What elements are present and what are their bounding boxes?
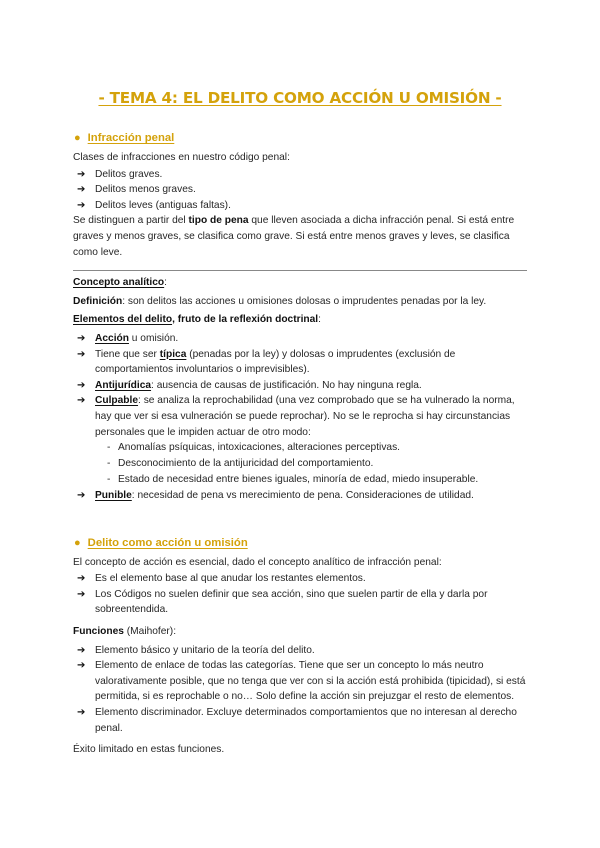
arrow-icon: ➔	[77, 348, 86, 360]
concepto-analitico: Concepto analítico:	[73, 277, 167, 289]
page-title: - TEMA 4: EL DELITO COMO ACCIÓN U OMISIÓN -	[98, 89, 502, 107]
list	[73, 643, 527, 737]
list-item: ➔ Elemento de enlace de todas las categorías. Tiene que ser un concepto lo más neutro valorativamente posible, que no tenga que ver con si la acción está prohibida (tipicidad), si está permitida, si es reprochable o no… Solo define la acción sin prejuzgar el resto de elementos.	[77, 660, 526, 703]
list-item: ➔ Antijurídica: ausencia de causas de justificación. No hay ninguna regla.	[73, 378, 527, 394]
funciones-heading: Funciones (Maihofer):	[73, 626, 177, 638]
list-item: ➔ Elemento básico y unitario de la teoría del delito.	[73, 643, 527, 659]
arrow-icon: ➔	[77, 379, 86, 391]
paragraph: Clases de infracciones en nuestro código penal:	[73, 152, 290, 163]
paragraph: Éxito limitado en estas funciones.	[73, 744, 225, 756]
list-item: ➔ Delitos leves (antiguas faltas).	[73, 198, 527, 214]
sub-list	[73, 440, 527, 488]
arrow-icon: ➔	[77, 588, 86, 600]
sub-list-item: - Estado de necesidad entre bienes iguales, minoría de edad, miedo insuperable.	[107, 474, 479, 486]
sub-list-item: - Anomalías psíquicas, intoxicaciones, alteraciones perceptivas.	[107, 442, 401, 454]
list-item: ➔ Acción u omisión.	[73, 331, 527, 347]
arrow-icon: ➔	[77, 168, 86, 180]
section-heading-delito-accion: ● Delito como acción u omisión	[74, 536, 248, 549]
arrow-icon: ➔	[77, 332, 86, 344]
arrow-icon: ➔	[77, 395, 86, 407]
bullet-icon: ●	[74, 536, 81, 549]
list-item: ➔ Delitos menos graves.	[73, 182, 527, 198]
arrow-icon: ➔	[77, 490, 86, 502]
arrow-icon: ➔	[77, 199, 86, 211]
arrow-icon: ➔	[77, 644, 86, 656]
section-heading-infraccion: ● Infracción penal	[74, 132, 175, 144]
arrow-icon: ➔	[77, 573, 86, 585]
elementos-heading: Elementos del delito, fruto de la reflexión doctrinal:	[73, 314, 321, 326]
paragraph: El concepto de acción es esencial, dado el concepto analítico de infracción penal:	[73, 556, 442, 568]
list-item: ➔ Tiene que ser típica (penadas por la ley) y dolosas o imprudentes (exclusión de comportamientos involuntarios o imprevisibles).	[77, 348, 456, 376]
arrow-icon: ➔	[77, 184, 86, 196]
list-item: ➔ Los Códigos no suelen definir que sea acción, sino que suelen partir de ella y darla por sobreentendida.	[77, 588, 488, 616]
list-item: ➔ Culpable: se analiza la reprochabilidad (una vez comprobado que se ha vulnerado la norma, hay que ver si esa vulneración se puede reprochar). No se le reprocha si hay circunstancias personales que le impiden actuar de otro modo: - Anomalías psíquicas, intoxicaciones, alteraciones perceptivas. - Desconocimiento de la antijuricidad del comportamiento. - Estado de necesidad entre bienes iguales, minoría de edad, miedo insuperable.	[73, 393, 527, 488]
definicion: Definición: son delitos las acciones u omisiones dolosas o imprudentes penadas por la ley.	[73, 295, 487, 307]
list-item: ➔ Elemento discriminador. Excluye determinados comportamientos que no interesan al derecho penal.	[77, 707, 517, 734]
list-item: ➔ Es el elemento base al que anudar los restantes elementos.	[73, 571, 527, 587]
paragraph: Se distinguen a partir del tipo de pena que lleven asociada a dicha infracción penal. Si está entre graves y menos graves, se clasifica como grave. Si está entre menos graves y leves, se clasifica como leve.	[73, 215, 515, 258]
list-item: ➔ Delitos graves.	[73, 167, 527, 183]
arrow-icon: ➔	[77, 660, 86, 672]
sub-list-item: - Desconocimiento de la antijuricidad del comportamiento.	[107, 458, 374, 470]
divider	[73, 270, 527, 271]
bullet-icon: ●	[74, 132, 81, 144]
arrow-icon: ➔	[77, 707, 86, 719]
list	[73, 571, 527, 618]
list-item: ➔ Punible: necesidad de pena vs merecimiento de pena. Consideraciones de utilidad.	[73, 488, 527, 504]
list	[73, 167, 527, 214]
list	[73, 331, 527, 504]
